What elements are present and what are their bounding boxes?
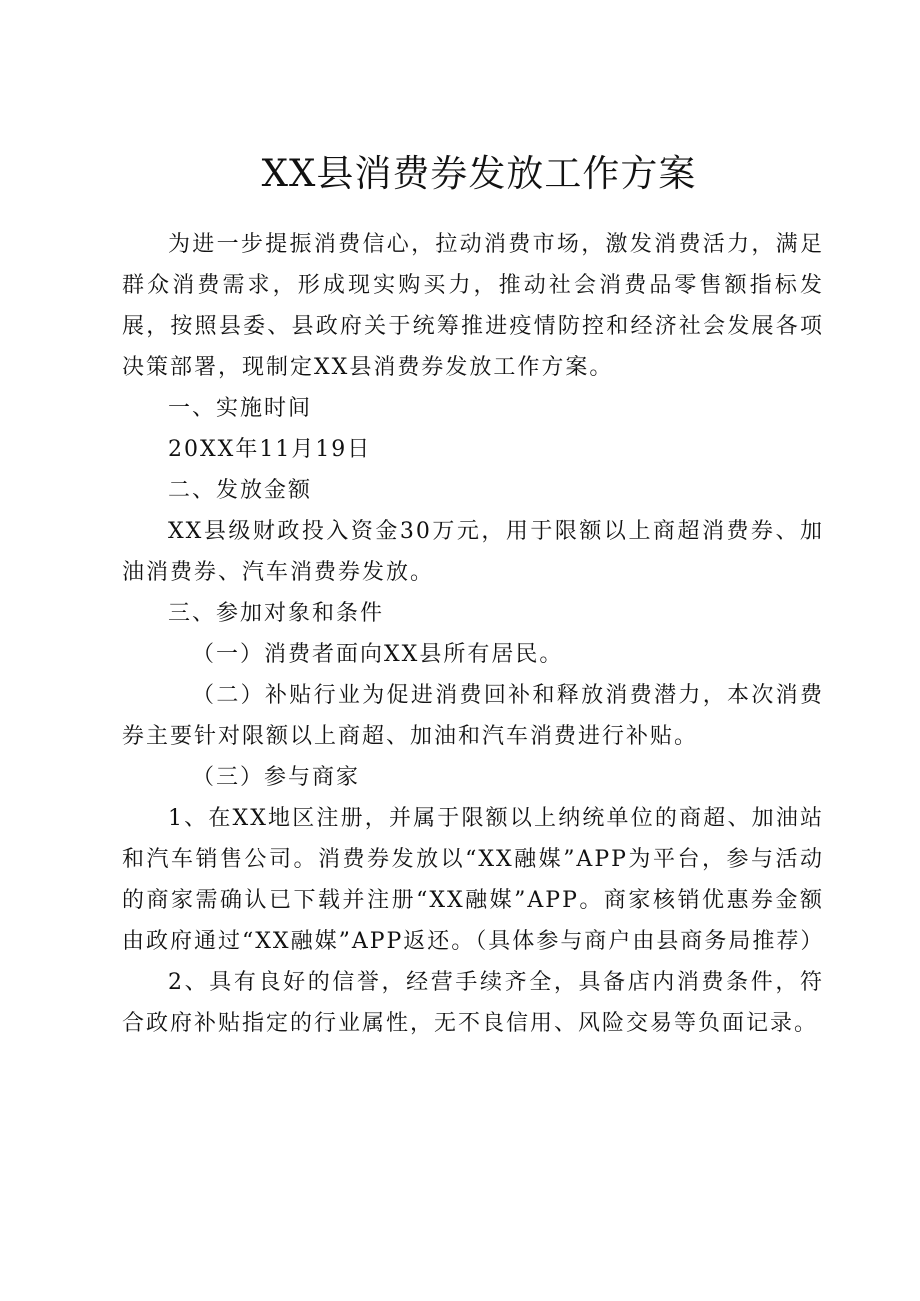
merchant-condition-1: 1、在XX地区注册，并属于限额以上纳统单位的商超、加油站和汽车销售公司。消费券发放以“XX融媒”APP为平台，参与活动的商家需确认已下载并注册“XX融媒”APP。商家核销优惠券金额由政府通过“XX融媒”APP返还。（具体参与商户由县商务局推荐） [122, 806, 825, 954]
consumer-paragraph: （一）消费者面向XX县所有居民。 [192, 642, 564, 667]
implementation-date: 20XX年11月19日 [168, 437, 372, 462]
amount-paragraph: XX县级财政投入资金30万元，用于限额以上商超消费券、加油消费券、汽车消费券发放。 [122, 519, 824, 585]
merchant-heading: （三）参与商家 [192, 765, 361, 790]
section-heading-amount: 二、发放金额 [168, 478, 313, 503]
document-title: XX县消费券发放工作方案 [261, 152, 697, 195]
industry-paragraph: （二）补贴行业为促进消费回补和释放消费潜力，本次消费券主要针对限额以上商超、加油和汽车消费进行补贴。 [122, 683, 824, 749]
section-heading-implementation-time: 一、实施时间 [168, 396, 313, 421]
merchant-condition-2: 2、具有良好的信誉，经营手续齐全，具备店内消费条件，符合政府补贴指定的行业属性，无不良信用、风险交易等负面记录。 [122, 970, 824, 1036]
intro-paragraph: 为进一步提振消费信心，拉动消费市场，激发消费活力，满足群众消费需求，形成现实购买力，推动社会消费品零售额指标发展，按照县委、县政府关于统筹推进疫情防控和经济社会发展各项决策部署，现制定XX县消费券发放工作方案。 [122, 232, 824, 380]
section-heading-participants: 三、参加对象和条件 [168, 601, 385, 626]
